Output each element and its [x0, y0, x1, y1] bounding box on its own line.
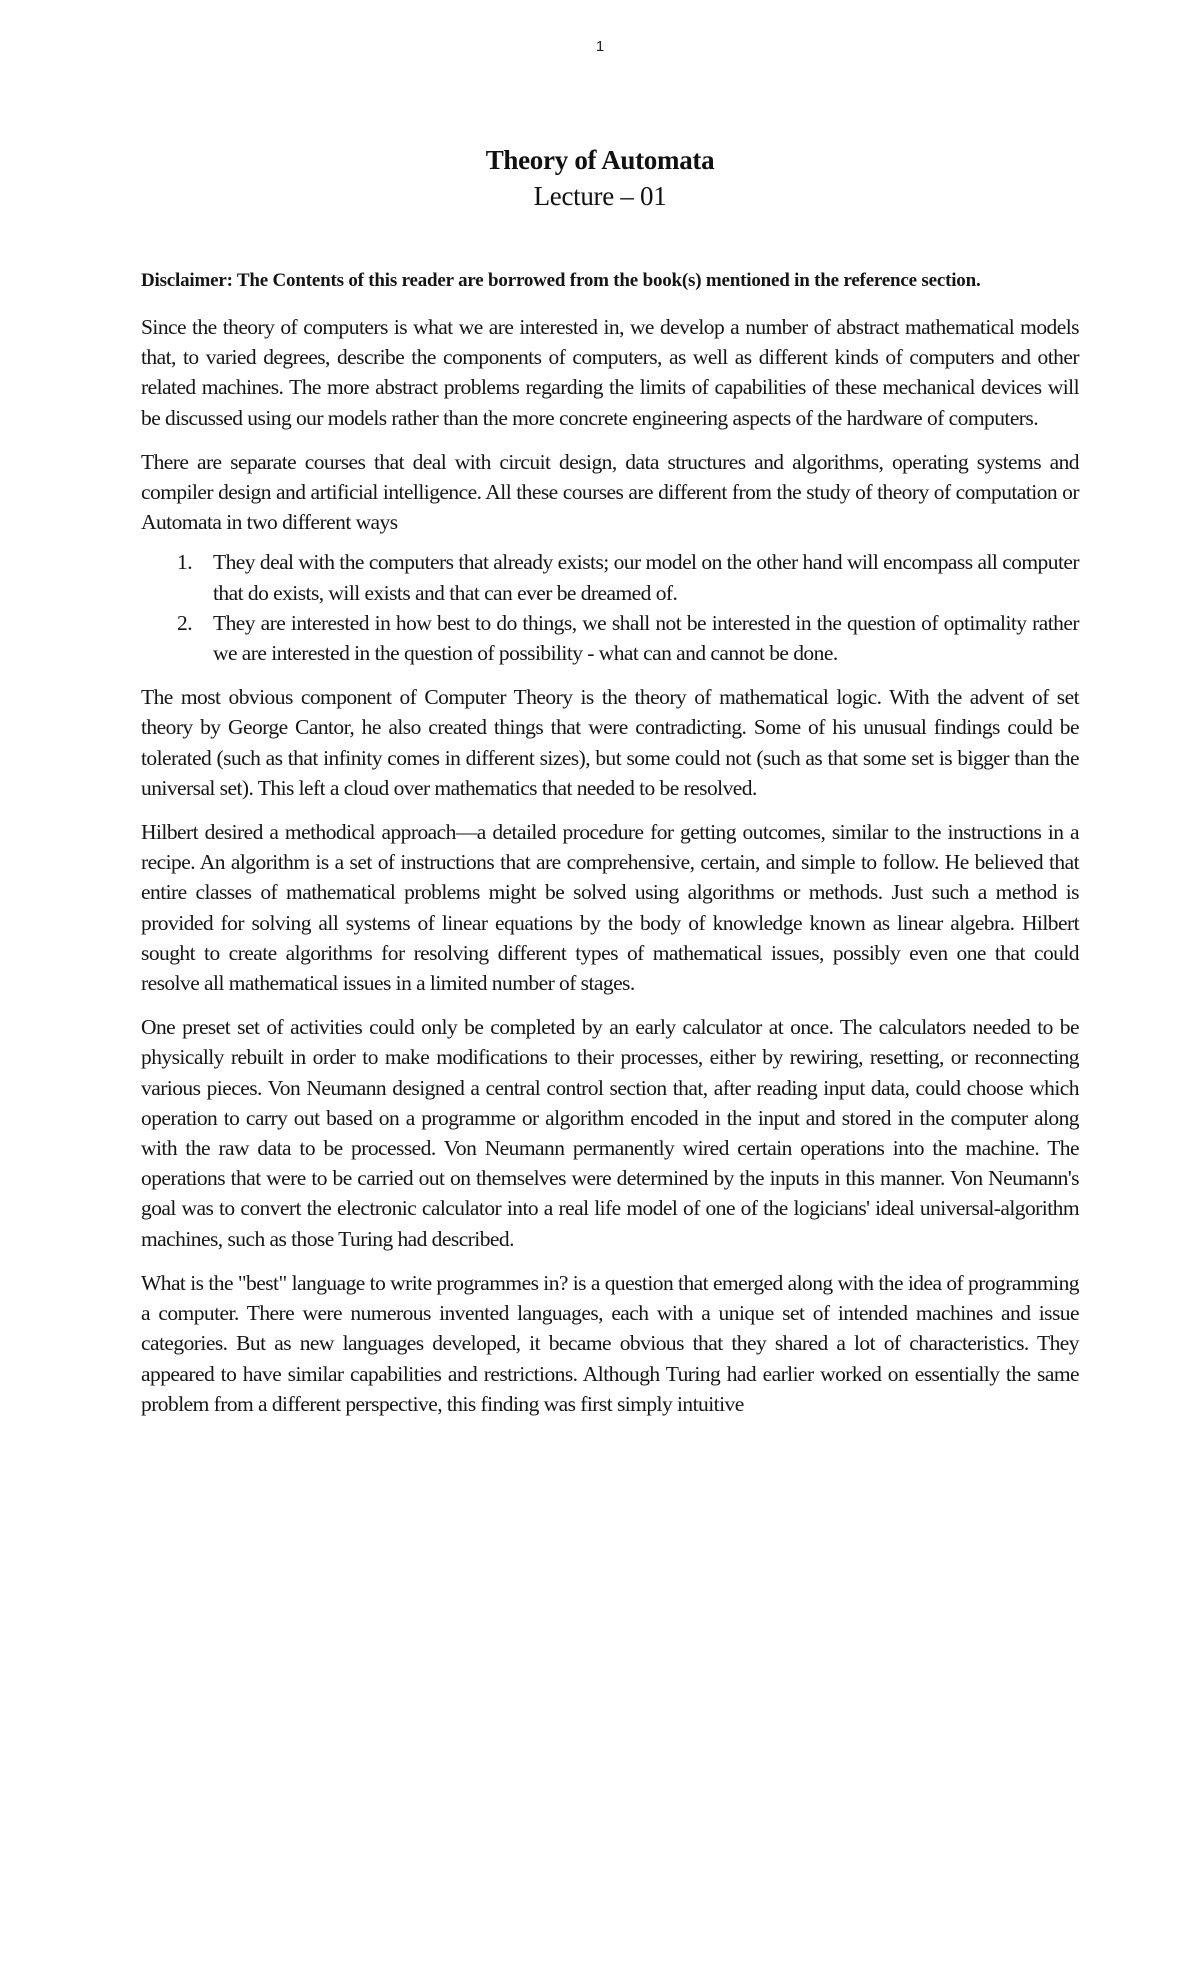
list-item — [141, 547, 1079, 607]
page-number: 1 — [595, 38, 605, 55]
title-block — [0, 142, 1200, 214]
disclaimer: Disclaimer: The Contents of this reader are borrowed from the book(s) mentioned in the reference section. — [141, 270, 981, 291]
document-title: Theory of Automata — [485, 145, 715, 175]
paragraph-courses: There are separate courses that deal with circuit design, data structures and algorithms, operating systems and compiler design and artificial intelligence. All these courses are different from the study of theory of computation or Automata in two different ways — [141, 449, 1079, 535]
list-item-number: 2. — [177, 610, 193, 635]
list-item-text: They deal with the computers that already exists; our model on the other hand will encompass all computer that do exists, will exists and that can ever be dreamed of. — [213, 550, 1079, 605]
paragraph-mathematical-logic: The most obvious component of Computer Theory is the theory of mathematical logic. With the advent of set theory by George Cantor, he also created things that were contradicting. Some of his unusual findings could be tolerated (such as that infinity comes in different sizes), but some could not (such as that some set is bigger than the universal set). This left a cloud over mathematics that needed to be resolved. — [141, 685, 1079, 800]
list-item-number: 1. — [177, 550, 193, 575]
document-body — [141, 266, 1079, 1433]
lecture-subtitle: Lecture – 01 — [533, 181, 667, 211]
paragraph-von-neumann: One preset set of activities could only be completed by an early calculator at once. The calculators needed to be physically rebuilt in order to make modifications to their processes, either by rewiring, resetting, or reconnecting various pieces. Von Neumann designed a central control section that, after reading input data, could choose which operation to carry out based on a programme or algorithm encoded in the input and stored in the computer along with the raw data to be processed. Von Neumann permanently wired certain operations into the machine. The operations that were to be carried out on themselves were determined by the inputs in this manner. Von Neumann's goal was to convert the electronic calculator into a real life model of one of the logicians' ideal universal-algorithm machines, such as those Turing had described. — [141, 1015, 1079, 1251]
paragraph-programming-languages: What is the "best" language to write programmes in? is a question that emerged along with the idea of programming a computer. There were numerous invented languages, each with a unique set of intended machines and issue categories. But as new languages developed, it became obvious that they shared a lot of characteristics. They appeared to have similar capabilities and restrictions. Although Turing had earlier worked on essentially the same problem from a different perspective, this finding was first simply intuitive — [141, 1270, 1079, 1416]
differences-list — [141, 547, 1079, 668]
list-item — [141, 608, 1079, 668]
paragraph-intro: Since the theory of computers is what we are interested in, we develop a number of abstract mathematical models that, to varied degrees, describe the components of computers, as well as different kinds of computers and other related machines. The more abstract problems regarding the limits of capabilities of these mechanical devices will be discussed using our models rather than the more concrete engineering aspects of the hardware of computers. — [141, 315, 1079, 430]
paragraph-hilbert: Hilbert desired a methodical approach—a detailed procedure for getting outcomes, similar to the instructions in a recipe. An algorithm is a set of instructions that are comprehensive, certain, and simple to follow. He believed that entire classes of mathematical problems might be solved using algorithms or methods. Just such a method is provided for solving all systems of linear equations by the body of knowledge known as linear algebra. Hilbert sought to create algorithms for resolving different types of mathematical issues, possibly even one that could resolve all mathematical issues in a limited number of stages. — [141, 820, 1079, 996]
list-item-text: They are interested in how best to do things, we shall not be interested in the question of optimality rather we are interested in the question of possibility - what can and cannot be done. — [213, 610, 1079, 666]
